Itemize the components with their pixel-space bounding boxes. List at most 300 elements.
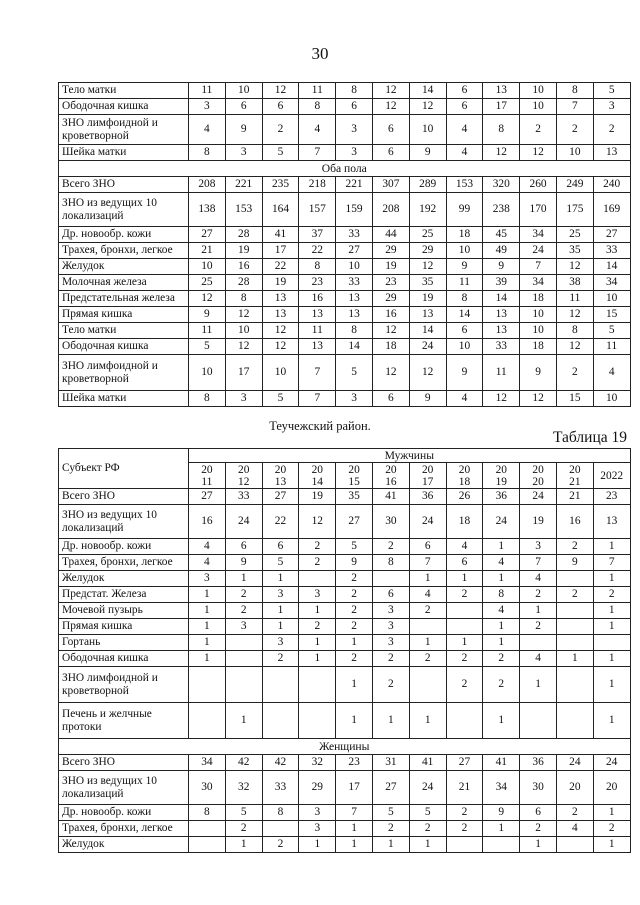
- table-cell: 1: [189, 587, 226, 603]
- table-cell: 15: [556, 391, 593, 407]
- table-cell: 12: [520, 391, 557, 407]
- table-cell: 12: [556, 259, 593, 275]
- table-cell: 18: [446, 227, 483, 243]
- table-cell: 2: [409, 821, 446, 837]
- table-cell: 29: [372, 291, 409, 307]
- table-cell: 1: [189, 635, 226, 651]
- table-cell: 2: [556, 115, 593, 145]
- table-cell: 6: [262, 99, 299, 115]
- table-cell: 8: [189, 145, 226, 161]
- table-cell: 10: [189, 355, 226, 391]
- row-label: Шейка матки: [59, 145, 189, 161]
- table-cell: 18: [520, 339, 557, 355]
- table-cell: 27: [336, 505, 373, 539]
- table-cell: 36: [409, 489, 446, 505]
- table-cell: [299, 703, 336, 739]
- row-label: Ободочная кишка: [59, 99, 189, 115]
- table-cell: 3: [225, 391, 262, 407]
- table-cell: 2: [225, 587, 262, 603]
- table-cell: 26: [446, 489, 483, 505]
- table-cell: 10: [225, 323, 262, 339]
- district-title: Теучежский район.: [269, 419, 371, 433]
- year-bottom: 16: [385, 475, 397, 488]
- row-label: Мочевой пузырь: [59, 603, 189, 619]
- table-cell: 2: [593, 587, 630, 603]
- table-row: [59, 771, 631, 805]
- table-cell: 13: [262, 291, 299, 307]
- table-cell: 99: [446, 193, 483, 227]
- table-cell: 41: [372, 489, 409, 505]
- table-cell: [556, 619, 593, 635]
- row-label: Всего ЗНО: [59, 489, 189, 505]
- table-cell: 27: [262, 489, 299, 505]
- table-cell: 36: [483, 489, 520, 505]
- table-cell: 5: [262, 555, 299, 571]
- table-cell: 5: [225, 805, 262, 821]
- table-cell: [446, 837, 483, 853]
- table-cell: 5: [262, 391, 299, 407]
- table-cell: [262, 667, 299, 703]
- table-cell: 25: [409, 227, 446, 243]
- table-cell: 12: [409, 99, 446, 115]
- row-label: Др. новообр. кожи: [59, 805, 189, 821]
- table-cell: [593, 635, 630, 651]
- year-top: 20: [532, 463, 544, 476]
- table-cell: 289: [409, 177, 446, 193]
- table-cell: 35: [336, 489, 373, 505]
- table-cell: 36: [520, 755, 557, 771]
- table-cell: 27: [446, 755, 483, 771]
- table-cell: 41: [483, 755, 520, 771]
- table-cell: [409, 667, 446, 703]
- table-cell: 6: [446, 555, 483, 571]
- row-label: Желудок: [59, 259, 189, 275]
- table-cell: 16: [189, 505, 226, 539]
- table-cell: 9: [556, 555, 593, 571]
- table-cell: [446, 603, 483, 619]
- table-cell: 12: [299, 505, 336, 539]
- table-cell: 42: [262, 755, 299, 771]
- table-cell: 12: [262, 323, 299, 339]
- table-cell: 10: [593, 391, 630, 407]
- table-cell: 8: [336, 323, 373, 339]
- table-cell: 11: [189, 323, 226, 339]
- table-cell: 7: [593, 555, 630, 571]
- table-cell: 1: [336, 667, 373, 703]
- table-cell: 218: [299, 177, 336, 193]
- table-cell: 3: [336, 145, 373, 161]
- table-cell: 11: [299, 323, 336, 339]
- table-cell: 8: [299, 99, 336, 115]
- table-cell: 6: [336, 99, 373, 115]
- table-cell: 24: [225, 505, 262, 539]
- table-cell: 307: [372, 177, 409, 193]
- table-cell: 17: [225, 355, 262, 391]
- table-cell: [446, 703, 483, 739]
- table-cell: 1: [372, 703, 409, 739]
- table-cell: 10: [520, 323, 557, 339]
- year-top: 20: [238, 463, 250, 476]
- table-cell: 9: [520, 355, 557, 391]
- table-row: [59, 355, 631, 391]
- table-cell: 2: [593, 821, 630, 837]
- table-cell: 29: [372, 243, 409, 259]
- table-cell: 30: [520, 771, 557, 805]
- table-cell: 6: [446, 83, 483, 99]
- table-cell: 1: [483, 571, 520, 587]
- table-cell: 1: [336, 703, 373, 739]
- table-cell: 21: [189, 243, 226, 259]
- table-cell: 33: [336, 275, 373, 291]
- table-cell: 3: [189, 571, 226, 587]
- table-cell: [483, 837, 520, 853]
- row-label: Трахея, бронхи, легкое: [59, 821, 189, 837]
- row-label: Всего ЗНО: [59, 177, 189, 193]
- table-cell: 2: [336, 571, 373, 587]
- table-cell: 153: [446, 177, 483, 193]
- table-row: [59, 83, 631, 99]
- year-header: [483, 463, 520, 489]
- year-header: [336, 463, 373, 489]
- table-cell: 1: [299, 651, 336, 667]
- table-cell: 12: [556, 307, 593, 323]
- table-cell: 2: [372, 539, 409, 555]
- table-cell: 11: [299, 83, 336, 99]
- table-cell: 12: [520, 145, 557, 161]
- table-cell: 8: [446, 291, 483, 307]
- table-cell: 2: [483, 667, 520, 703]
- table-cell: 1: [446, 571, 483, 587]
- table-cell: 16: [225, 259, 262, 275]
- table-row: [59, 505, 631, 539]
- table-cell: 24: [593, 755, 630, 771]
- table-cell: 221: [225, 177, 262, 193]
- table-cell: 16: [372, 307, 409, 323]
- table-row: [59, 291, 631, 307]
- table-cell: 24: [409, 339, 446, 355]
- table-cell: 9: [225, 115, 262, 145]
- table-cell: 33: [593, 243, 630, 259]
- table-cell: 1: [483, 703, 520, 739]
- table-cell: 10: [520, 83, 557, 99]
- table-cell: 4: [446, 145, 483, 161]
- table-cell: 12: [225, 307, 262, 323]
- table-cell: 14: [446, 307, 483, 323]
- table-cell: 157: [299, 193, 336, 227]
- header-row: [59, 449, 631, 463]
- table-row: [59, 587, 631, 603]
- row-label: ЗНО лимфоидной и кроветворной: [59, 355, 189, 391]
- table-cell: 1: [520, 667, 557, 703]
- row-label: Ободочная кишка: [59, 339, 189, 355]
- table-cell: [189, 837, 226, 853]
- table-cell: 13: [409, 307, 446, 323]
- table-cell: 6: [225, 539, 262, 555]
- table-row: [59, 307, 631, 323]
- table-cell: 21: [556, 489, 593, 505]
- table-cell: 1: [409, 703, 446, 739]
- table-cell: 1: [520, 837, 557, 853]
- row-label: ЗНО лимфоидной и кроветворной: [59, 115, 189, 145]
- table-cell: 25: [556, 227, 593, 243]
- table-cell: 19: [299, 489, 336, 505]
- table-cell: 39: [483, 275, 520, 291]
- table-cell: 30: [189, 771, 226, 805]
- table-cell: 2: [372, 821, 409, 837]
- table-cell: [556, 703, 593, 739]
- table-cell: 35: [409, 275, 446, 291]
- table-row: [59, 177, 631, 193]
- table-cell: 8: [336, 83, 373, 99]
- table-cell: 1: [225, 571, 262, 587]
- table-caption: Таблица 19: [552, 429, 627, 446]
- table-cell: 1: [336, 635, 373, 651]
- table-cell: 24: [520, 489, 557, 505]
- table-cell: 11: [556, 291, 593, 307]
- table-cell: 4: [520, 651, 557, 667]
- table-cell: 34: [189, 755, 226, 771]
- table-cell: 240: [593, 177, 630, 193]
- year-bottom: 21: [569, 475, 581, 488]
- table-cell: 1: [593, 571, 630, 587]
- table-cell: [520, 703, 557, 739]
- table-cell: 2: [483, 651, 520, 667]
- table-cell: 10: [446, 339, 483, 355]
- table-cell: 27: [372, 771, 409, 805]
- table-cell: 33: [483, 339, 520, 355]
- table-cell: 41: [262, 227, 299, 243]
- table-cell: 34: [520, 275, 557, 291]
- table-cell: [556, 571, 593, 587]
- table-row: [59, 259, 631, 275]
- table-cell: 10: [262, 355, 299, 391]
- table-cell: 41: [409, 755, 446, 771]
- table-cell: [262, 821, 299, 837]
- table-cell: 1: [262, 603, 299, 619]
- table-cell: 4: [189, 115, 226, 145]
- table-cell: 16: [556, 505, 593, 539]
- table-cell: 4: [520, 571, 557, 587]
- table-cell: 44: [372, 227, 409, 243]
- table-cell: 19: [520, 505, 557, 539]
- men-header: Мужчины: [189, 449, 631, 463]
- table-cell: 3: [262, 635, 299, 651]
- table-cell: 1: [446, 635, 483, 651]
- table-cell: 320: [483, 177, 520, 193]
- table-cell: 1: [262, 571, 299, 587]
- table-cell: 3: [189, 99, 226, 115]
- table-cell: 208: [189, 177, 226, 193]
- table-cell: 9: [483, 259, 520, 275]
- table-cell: 170: [520, 193, 557, 227]
- table-cell: 32: [299, 755, 336, 771]
- table-cell: 13: [593, 505, 630, 539]
- table-cell: 10: [225, 83, 262, 99]
- table-cell: 8: [189, 805, 226, 821]
- table-row: [59, 227, 631, 243]
- table-row: [59, 391, 631, 407]
- section-label: Оба пола: [59, 161, 631, 177]
- table-cell: 5: [262, 145, 299, 161]
- table-cell: 4: [446, 391, 483, 407]
- table-cell: 27: [189, 489, 226, 505]
- table-cell: 2: [556, 539, 593, 555]
- year-header: [299, 463, 336, 489]
- table-cell: 8: [372, 555, 409, 571]
- table-cell: 3: [225, 145, 262, 161]
- table-cell: 1: [483, 539, 520, 555]
- table-cell: [556, 603, 593, 619]
- table-cell: 1: [593, 667, 630, 703]
- year-header: [262, 463, 299, 489]
- table-cell: 6: [225, 99, 262, 115]
- table-cell: 169: [593, 193, 630, 227]
- table-cell: 24: [409, 505, 446, 539]
- table-cell: 12: [409, 355, 446, 391]
- table-cell: [520, 635, 557, 651]
- table-cell: 2: [372, 651, 409, 667]
- table-cell: [189, 667, 226, 703]
- row-label: ЗНО лимфоидной и кроветворной: [59, 667, 189, 703]
- table-cell: 8: [262, 805, 299, 821]
- table-cell: 260: [520, 177, 557, 193]
- table-cell: 192: [409, 193, 446, 227]
- table-row: [59, 555, 631, 571]
- table-cell: 1: [593, 603, 630, 619]
- table-cell: [409, 619, 446, 635]
- year-bottom: 17: [421, 475, 434, 488]
- table-cell: 23: [593, 489, 630, 505]
- table-cell: 10: [520, 307, 557, 323]
- table-cell: 2: [262, 651, 299, 667]
- table-cell: 4: [189, 539, 226, 555]
- table-cell: 2: [520, 821, 557, 837]
- year-header: [372, 463, 409, 489]
- table-cell: 2: [446, 587, 483, 603]
- section-label: Женщины: [59, 739, 631, 755]
- table-cell: 18: [372, 339, 409, 355]
- row-label: ЗНО из ведущих 10 локализаций: [59, 771, 189, 805]
- table-row: [59, 115, 631, 145]
- table-cell: 19: [372, 259, 409, 275]
- table-cell: 1: [409, 571, 446, 587]
- table-cell: 3: [262, 587, 299, 603]
- table-cell: 1: [189, 603, 226, 619]
- table-cell: 19: [225, 243, 262, 259]
- table-cell: 1: [336, 837, 373, 853]
- table-cell: 2: [556, 587, 593, 603]
- table-cell: [225, 667, 262, 703]
- table-cell: 13: [483, 83, 520, 99]
- table-cell: 4: [446, 539, 483, 555]
- table-cell: 1: [262, 619, 299, 635]
- table-cell: 23: [372, 275, 409, 291]
- table-cell: 8: [556, 83, 593, 99]
- table-cell: 2: [262, 837, 299, 853]
- table-cell: 7: [409, 555, 446, 571]
- row-label: Трахея, бронхи, легкое: [59, 243, 189, 259]
- incidence-table-continued: [58, 82, 631, 407]
- table-cell: 12: [372, 83, 409, 99]
- table-cell: [299, 571, 336, 587]
- table-cell: 14: [336, 339, 373, 355]
- year-header: [446, 463, 483, 489]
- table-row: [59, 703, 631, 739]
- table-cell: 6: [520, 805, 557, 821]
- table-cell: 2: [520, 587, 557, 603]
- year-bottom: 18: [458, 475, 471, 488]
- table-cell: 4: [593, 355, 630, 391]
- table-cell: 2: [336, 603, 373, 619]
- table-cell: 30: [372, 505, 409, 539]
- table-cell: 5: [593, 323, 630, 339]
- table-cell: 9: [336, 555, 373, 571]
- table-cell: 20: [556, 771, 593, 805]
- table-cell: 34: [593, 275, 630, 291]
- table-cell: 1: [299, 603, 336, 619]
- table-row: [59, 651, 631, 667]
- table-cell: 13: [483, 323, 520, 339]
- table-cell: 5: [336, 355, 373, 391]
- table-cell: 20: [593, 771, 630, 805]
- table-cell: 12: [483, 391, 520, 407]
- table-cell: 13: [336, 291, 373, 307]
- table-cell: 1: [520, 603, 557, 619]
- table-row: [59, 193, 631, 227]
- table-cell: 10: [593, 291, 630, 307]
- table-cell: 1: [225, 837, 262, 853]
- row-label: Печень и желчные протоки: [59, 703, 189, 739]
- table-cell: 34: [520, 227, 557, 243]
- table-cell: 7: [520, 259, 557, 275]
- year-top: 20: [385, 463, 397, 476]
- row-label: Тело матки: [59, 83, 189, 99]
- table-cell: 2: [299, 555, 336, 571]
- year-top: 20: [569, 463, 581, 476]
- table-cell: 1: [409, 635, 446, 651]
- table-cell: 6: [372, 391, 409, 407]
- table-cell: 25: [189, 275, 226, 291]
- table-cell: 24: [556, 755, 593, 771]
- table-cell: 164: [262, 193, 299, 227]
- table-cell: 18: [446, 505, 483, 539]
- table-row: [59, 603, 631, 619]
- table-cell: 5: [189, 339, 226, 355]
- row-label: Ободочная кишка: [59, 651, 189, 667]
- table-cell: 16: [299, 291, 336, 307]
- table-cell: 22: [262, 259, 299, 275]
- table-cell: 6: [262, 539, 299, 555]
- table-cell: 22: [299, 243, 336, 259]
- table-cell: 3: [225, 619, 262, 635]
- year-bottom: 13: [274, 475, 287, 488]
- table-row: [59, 145, 631, 161]
- table-cell: 2: [225, 821, 262, 837]
- year-top: 20: [201, 463, 213, 476]
- table-cell: 7: [520, 555, 557, 571]
- year-top: 20: [495, 463, 507, 476]
- table-cell: 6: [372, 587, 409, 603]
- table-cell: 8: [299, 259, 336, 275]
- row-label: Прямая кишка: [59, 307, 189, 323]
- year-top: 20: [311, 463, 323, 476]
- year-bottom: 15: [348, 475, 360, 488]
- table-cell: 8: [556, 323, 593, 339]
- table-cell: 1: [593, 619, 630, 635]
- table-cell: 23: [299, 275, 336, 291]
- table-row: [59, 821, 631, 837]
- table-cell: 14: [593, 259, 630, 275]
